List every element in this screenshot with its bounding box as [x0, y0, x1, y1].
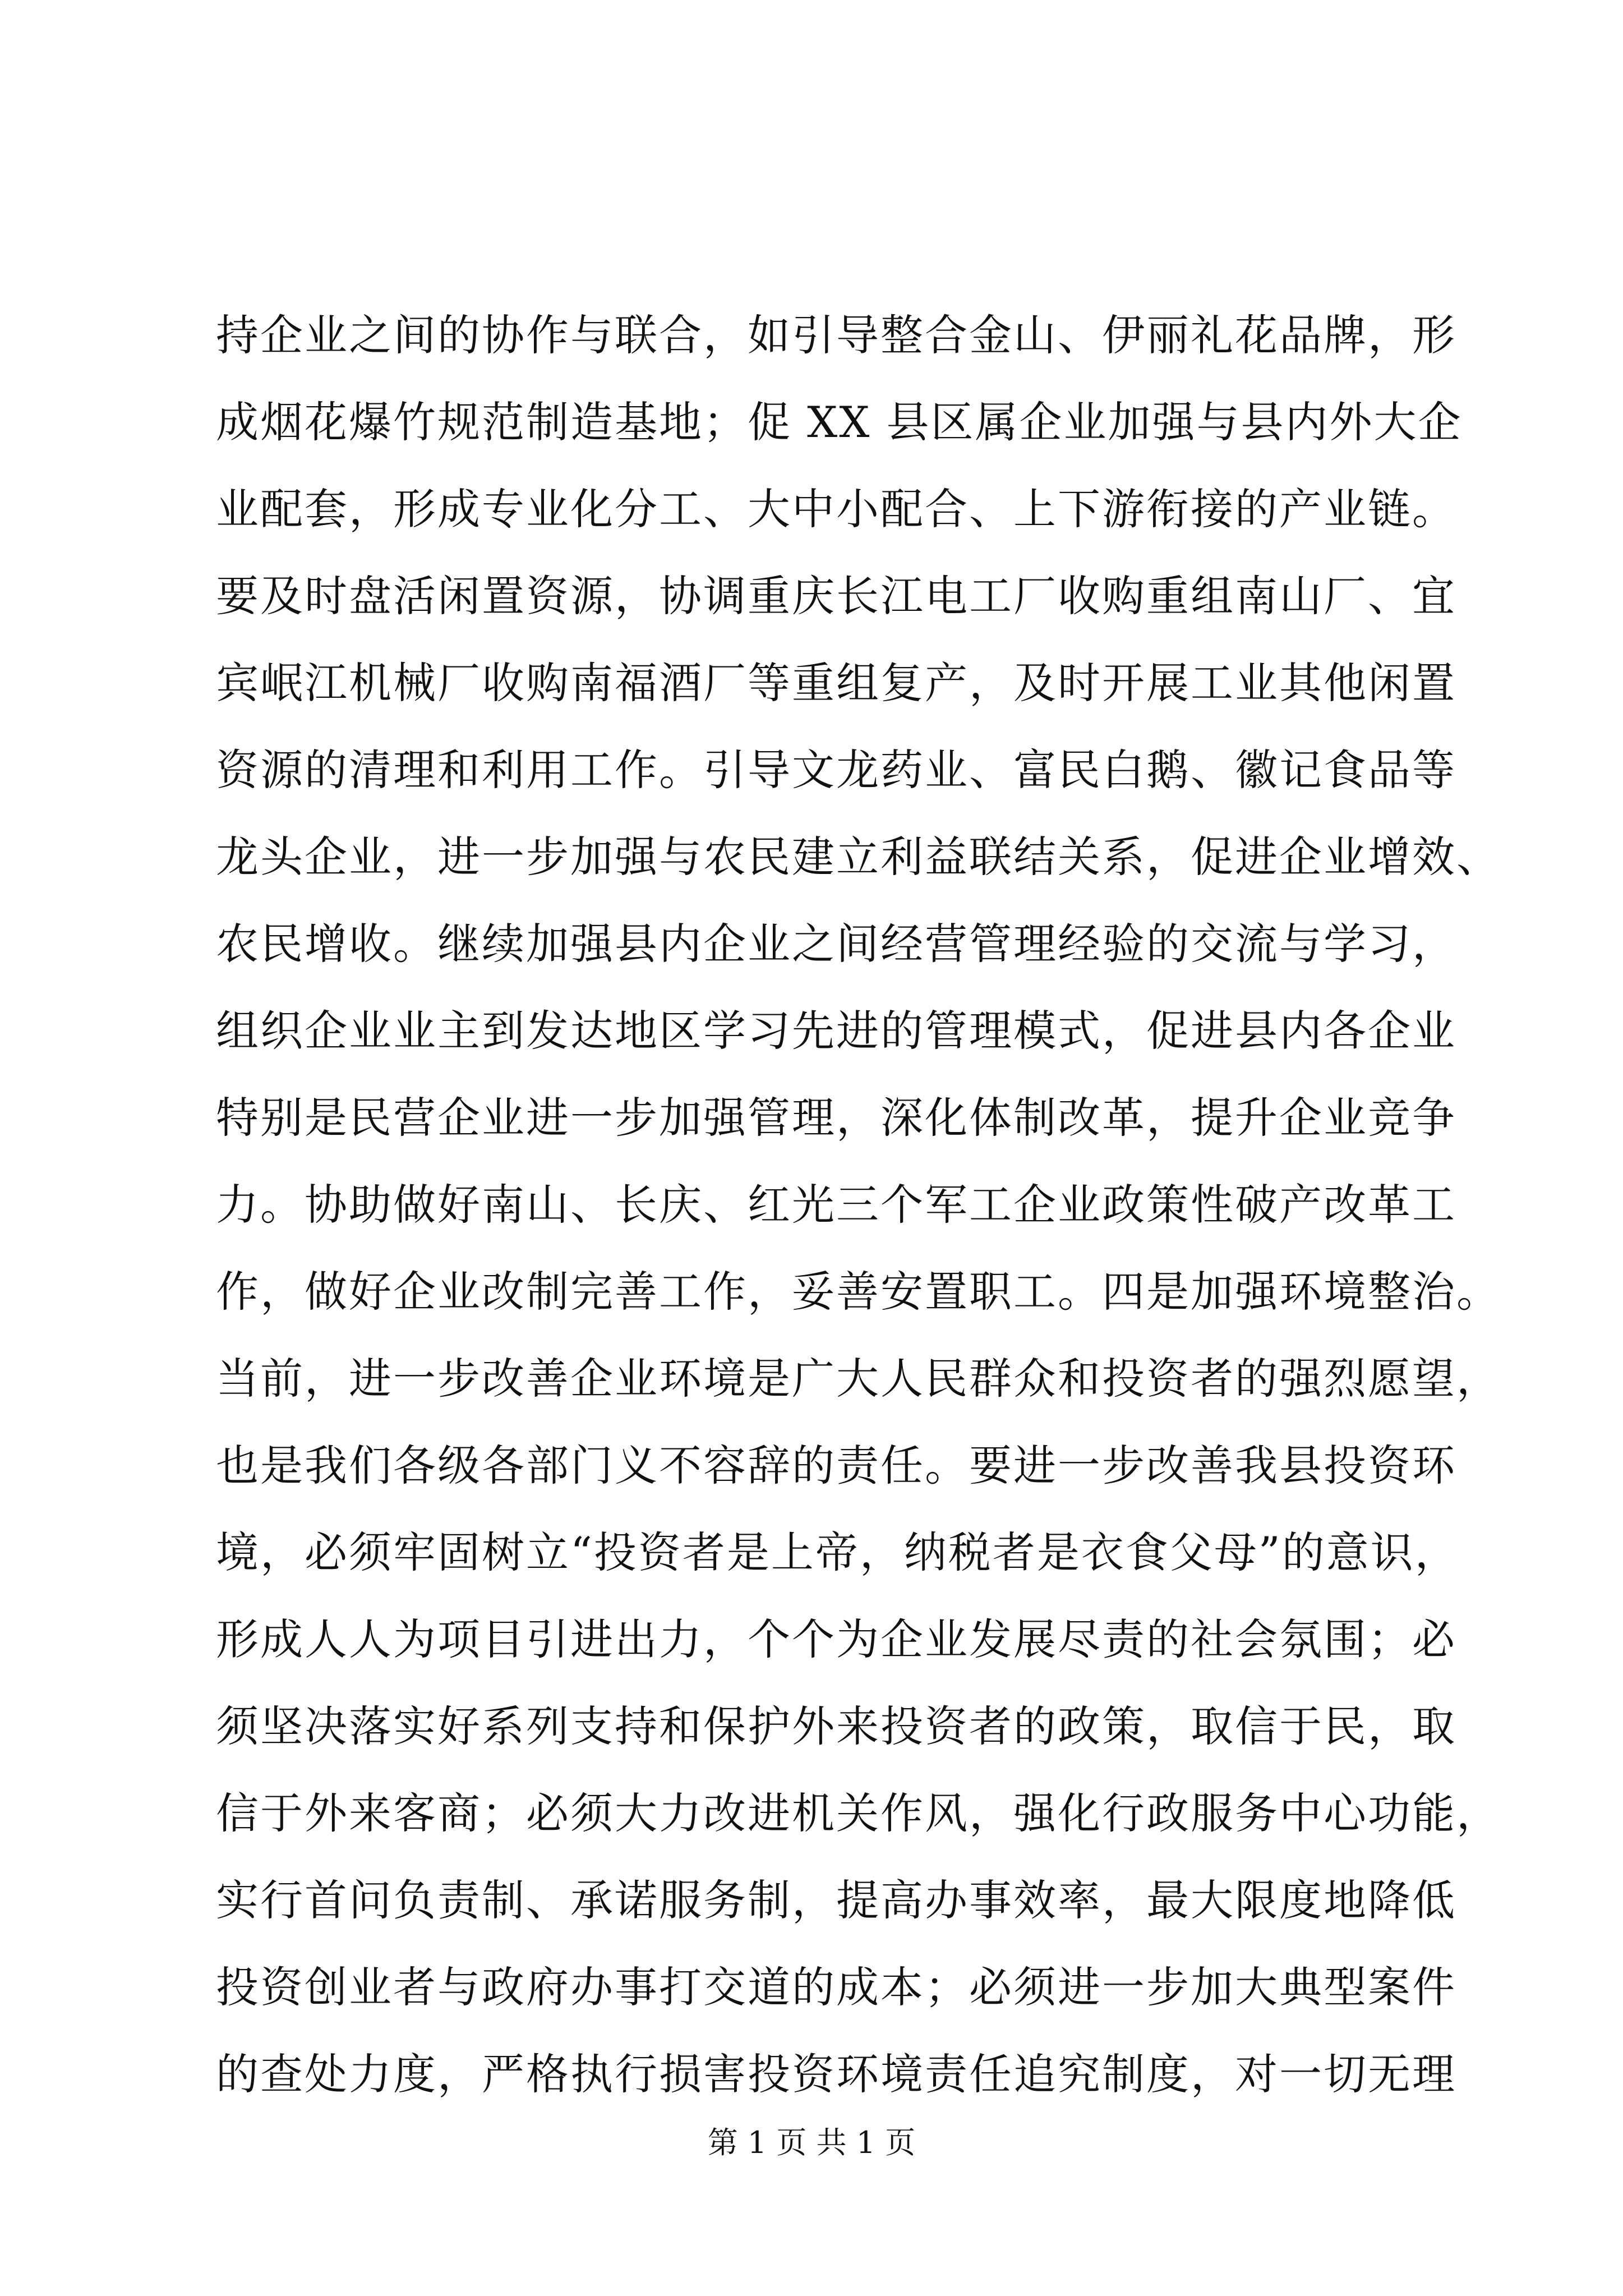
text-line: 成烟花爆竹规范制造基地；促 XX 县区属企业加强与县内外大企: [216, 397, 1463, 447]
text-line: 业配套，形成专业化分工、大中小配合、上下游衔接的产业链。: [216, 484, 1456, 534]
text-line: 农民增收。继续加强县内企业之间经营管理经验的交流与学习，: [216, 919, 1456, 969]
body-text: [216, 292, 1501, 2118]
page-footer: [0, 2120, 1623, 2165]
text-line: 宾岷江机械厂收购南福酒厂等重组复产，及时开展工业其他闲置: [216, 658, 1456, 708]
text-line: 作，做好企业改制完善工作，妥善安置职工。四是加强环境整治。: [216, 1267, 1501, 1317]
text-line: 也是我们各级各部门义不容辞的责任。要进一步改善我县投资环: [216, 1441, 1456, 1490]
text-line: 龙头企业，进一步加强与农民建立利益联结关系，促进企业增效、: [216, 832, 1501, 882]
text-line: 境，必须牢固树立“投资者是上帝，纳税者是衣食父母”的意识，: [216, 1527, 1459, 1577]
text-line: 组织企业业主到发达地区学习先进的管理模式，促进县内各企业: [216, 1006, 1456, 1056]
text-line: 须坚决落实好系列支持和保护外来投资者的政策，取信于民，取: [216, 1701, 1456, 1751]
text-line: 特别是民营企业进一步加强管理，深化体制改革，提升企业竞争: [216, 1093, 1456, 1143]
text-line: 信于外来客商；必须大力改进机关作风，强化行政服务中心功能，: [216, 1788, 1501, 1838]
page-number-label: 第 1 页 共 1 页: [707, 2125, 916, 2160]
text-line: 实行首问负责制、承诺服务制，提高办事效率，最大限度地降低: [216, 1875, 1456, 1925]
text-line: 形成人人为项目引进出力，个个为企业发展尽责的社会氛围；必: [216, 1614, 1456, 1664]
text-line: 投资创业者与政府办事打交道的成本；必须进一步加大典型案件: [216, 1962, 1456, 2012]
text-line: 要及时盘活闲置资源，协调重庆长江电工厂收购重组南山厂、宜: [216, 571, 1456, 621]
text-line: 当前，进一步改善企业环境是广大人民群众和投资者的强烈愿望，: [216, 1354, 1501, 1404]
text-line: 持企业之间的协作与联合，如引导整合金山、伊丽礼花品牌，形: [216, 310, 1456, 360]
text-line: 的查处力度，严格执行损害投资环境责任追究制度，对一切无理: [216, 2049, 1456, 2099]
text-line: 力。协助做好南山、长庆、红光三个军工企业政策性破产改革工: [216, 1180, 1456, 1230]
text-line: 资源的清理和利用工作。引导文龙药业、富民白鹅、徽记食品等: [216, 745, 1456, 795]
